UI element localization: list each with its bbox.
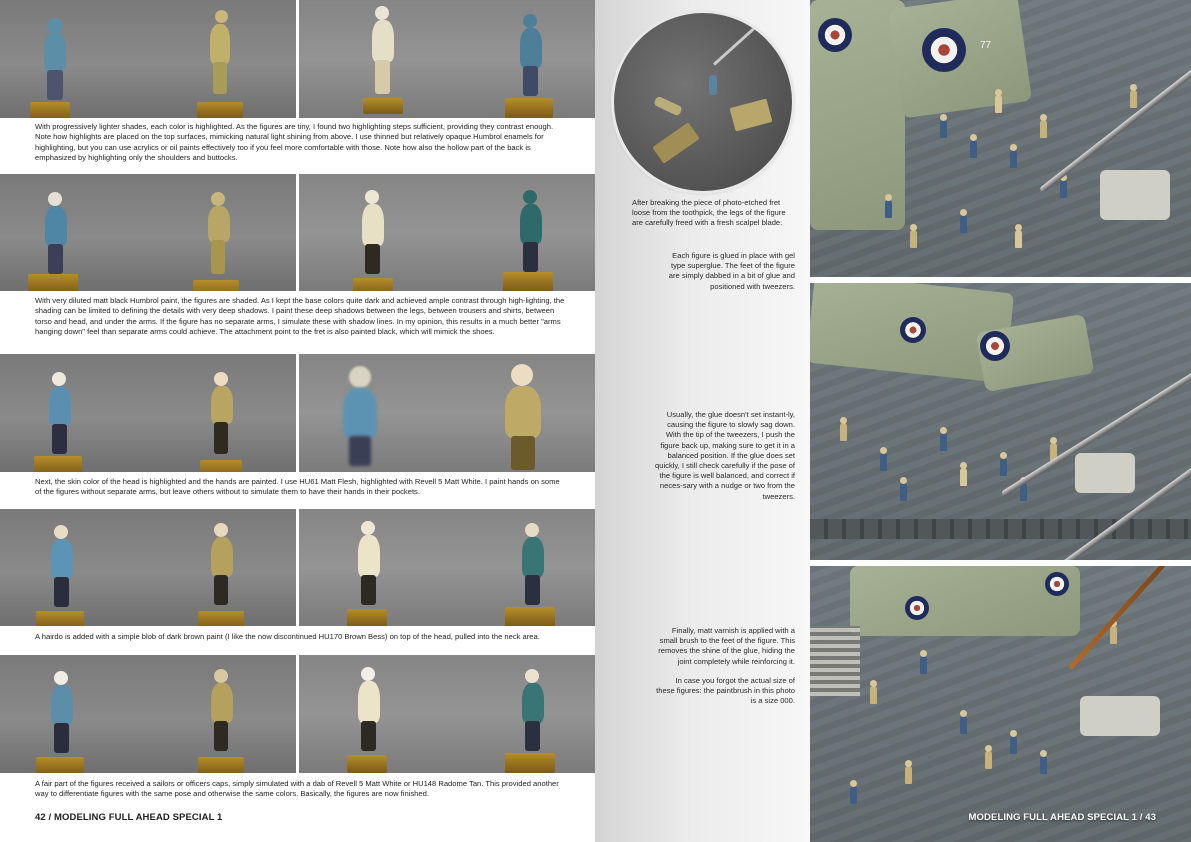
text-varnish: Finally, matt varnish is applied with a small brush to the feet of the figure. This removes the shine of the glue, hiding the joint completely while reinforcing it. <box>658 626 795 666</box>
step-photo-hair-1 <box>0 509 296 626</box>
step-photo-hair-2 <box>299 509 595 626</box>
caption-skin: Next, the skin color of the head is highlighted and the hands are painted. I use HU61 Matt Flesh, highlighted with Revell 5 Matt White. I paint hands on some of the figures without separate arms, but leave others without to simulate them to have their hands in their pockets. <box>35 477 560 497</box>
page-folio-left: 42 / MODELING FULL AHEAD SPECIAL 1 <box>35 812 223 823</box>
roundel-insignia <box>1045 572 1069 596</box>
caption-hairdo: A hairdo is added with a simple blob of dark brown paint (I like the now discontinued HU170 Brown Bess) on top of the head, pulled into the neck area. <box>35 632 540 641</box>
roundel-insignia <box>818 18 852 52</box>
roundel-insignia <box>922 28 966 72</box>
diorama-photo-varnish <box>810 566 1191 842</box>
step-photo-highlight-2 <box>299 0 595 118</box>
step-photo-caps-2 <box>299 655 595 773</box>
page-folio-right: MODELING FULL AHEAD SPECIAL 1 / 43 <box>968 812 1156 823</box>
text-photo-etch: After breaking the piece of photo-etched fret loose from the toothpick, the legs of the figure are carefully freed with a fresh scalpel blade. <box>632 198 786 228</box>
step-photo-skin-2 <box>299 354 595 472</box>
roundel-insignia <box>980 331 1010 361</box>
text-glue: Each figure is glued in place with gel type superglue. The feet of the figure are simply dabbed in a bit of glue and positioned with tweezers. <box>668 251 795 291</box>
step-photo-caps-1 <box>0 655 296 773</box>
paintbrush <box>1068 566 1191 670</box>
roundel-insignia <box>905 596 929 620</box>
text-sag: Usually, the glue doesn't set instant-ly, causing the figure to slowly sag down. With the tip of the tweezers, I push the figure back up, making sure to get it in a balanced position. If the glue does set quickly, I still check carefully if the pose of the figure is well balanced, and correct if neces-sary with a nudge or two from the tweezers. <box>655 410 795 501</box>
step-photo-skin-1 <box>0 354 296 472</box>
aircraft-number: 77 <box>980 40 992 51</box>
caption-highlighting: With progressively lighter shades, each color is highlighted. As the figures are tiny, I found two highlighting steps sufficient, providing they contrast enough. Note how highlights are placed on the top surfaces, mimicking natural light shining from above. I use thinned but relatively opaque Humbrol enamels for highlighting, but you can use acrylics or oil paints effectively too if you feel more comfortable with those. Note how also the hollow part of the back is emphasized by highlighting only the shoulders and buttocks. <box>35 122 554 163</box>
caption-caps: A fair part of the figures received a sailors or officers caps, simply simulated with a dab of Revell 5 Matt White or HU148 Radome Tan. This provided another way to differentiate figures with the same pose and otherwise the same colors. Basically, the figures are now finished. <box>35 779 559 799</box>
step-photo-highlight-1 <box>0 0 296 118</box>
step-photo-shading-2 <box>299 174 595 291</box>
diorama-photo-positioning <box>810 283 1191 560</box>
diorama-photo-tweezers <box>810 0 1191 277</box>
text-brush-size: In case you forgot the actual size of these figures: the paintbrush in this photo is a size 000. <box>656 676 795 706</box>
roundel-insignia <box>900 317 926 343</box>
photo-etch-circle-photo <box>614 13 792 191</box>
step-photo-shading-1 <box>0 174 296 291</box>
caption-shading: With very diluted matt black Humbrol paint, the figures are shaded. As I kept the base colors quite dark and achieved ample contrast through high-lighting, the shading can be limited to defining the details with very deep shadows. I paint these deep shadows between the legs, between trousers and shirts, between torso and head, and under the arms. If the figure has no separate arms, I simulate these with shadow lines. In my opinion, this results in a much better "arms hanging down" feel than separate arms could achieve. The attachment point to the fret is also painted black, which will mimick the shoes. <box>35 296 565 337</box>
